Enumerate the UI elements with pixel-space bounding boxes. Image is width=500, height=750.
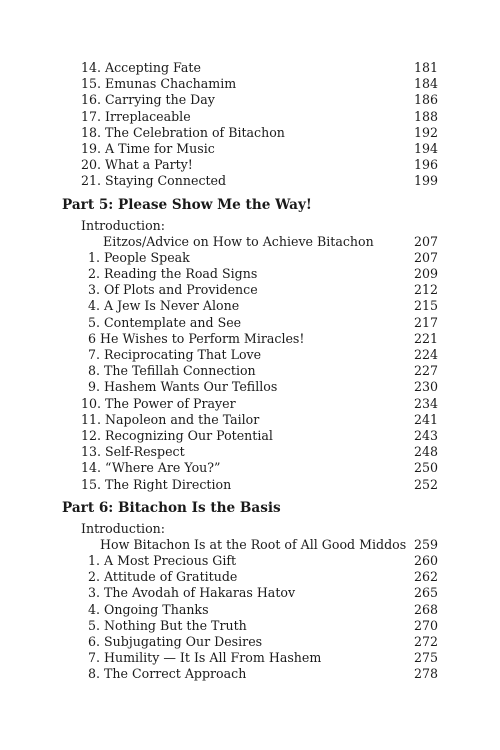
toc-entry	[0, 315, 500, 331]
entry-title: Eitzos/Advice on How to Achieve Bitachon	[103, 233, 374, 249]
part-6-entries	[0, 553, 500, 683]
entry-title: 4. A Jew Is Never Alone	[88, 298, 240, 314]
entry-page: 259	[413, 536, 438, 552]
part-6-introduction-label: Introduction:	[81, 520, 165, 536]
toc-entry	[0, 444, 500, 460]
entry-title: 3. The Avodah of Hakaras Hatov	[88, 585, 296, 601]
entry-title: 4. Ongoing Thanks	[88, 601, 209, 617]
toc-entry	[0, 666, 500, 682]
toc-entry	[0, 92, 500, 108]
toc-entry	[0, 109, 500, 125]
entry-title: 7. Humility — It Is All From Hashem	[88, 650, 322, 666]
toc-entry	[0, 379, 500, 395]
entry-page: 252	[413, 476, 438, 492]
entry-title: 20. What a Party!	[81, 157, 193, 173]
part-5-intro-entry	[0, 234, 500, 250]
entry-page: 260	[413, 553, 438, 569]
entry-page: 270	[413, 617, 438, 633]
entry-page: 265	[413, 585, 438, 601]
part-4-entries	[0, 60, 500, 190]
entry-page: 184	[413, 76, 438, 92]
entry-title: 5. Nothing But the Truth	[88, 617, 247, 633]
entry-title: 1. People Speak	[88, 249, 190, 265]
toc-entry	[0, 347, 500, 363]
entry-page: 194	[413, 140, 438, 156]
toc-entry	[0, 412, 500, 428]
toc-entry	[0, 76, 500, 92]
entry-title: 15. The Right Direction	[81, 476, 232, 492]
entry-title: 3. Of Plots and Providence	[88, 282, 258, 298]
part-5-heading: Part 5: Please Show Me the Way!	[62, 196, 312, 213]
entry-title: 2. Reading the Road Signs	[88, 266, 258, 282]
entry-page: 243	[413, 427, 438, 443]
entry-page: 230	[413, 379, 438, 395]
toc-entry	[0, 173, 500, 189]
toc-entry	[0, 60, 500, 76]
entry-page: 272	[413, 634, 438, 649]
toc-entry	[0, 157, 500, 173]
entry-title: 8. The Tefillah Connection	[88, 363, 256, 379]
entry-title: 21. Staying Connected	[81, 173, 227, 189]
entry-page: 199	[413, 173, 438, 189]
entry-title: 8. The Correct Approach	[88, 666, 247, 682]
entry-page: 268	[413, 601, 438, 617]
entry-page: 188	[413, 108, 438, 124]
entry-page: 181	[413, 60, 438, 75]
entry-title: 5. Contemplate and See	[88, 314, 242, 330]
entry-page: 227	[413, 363, 438, 379]
part-5-introduction-label: Introduction:	[81, 217, 165, 233]
entry-page: 234	[413, 395, 438, 411]
entry-page: 262	[413, 569, 438, 585]
toc-entry	[0, 634, 500, 650]
entry-title: 11. Napoleon and the Tailor	[81, 411, 260, 427]
entry-page: 224	[413, 347, 438, 362]
toc-entry	[0, 125, 500, 141]
toc-entry	[0, 477, 500, 493]
toc-entry	[0, 250, 500, 266]
entry-title: 2. Attitude of Gratitude	[88, 569, 238, 585]
entry-page: 196	[413, 157, 438, 173]
entry-page: 221	[413, 330, 438, 346]
entry-title: 15. Emunas Chachamim	[81, 76, 237, 92]
toc-entry	[0, 460, 500, 476]
entry-title: 12. Recognizing Our Potential	[81, 427, 273, 443]
entry-page: 192	[413, 124, 438, 140]
toc-entry	[0, 396, 500, 412]
entry-title: 9. Hashem Wants Our Tefillos	[88, 379, 278, 395]
toc-entry	[0, 298, 500, 314]
toc-entry	[0, 363, 500, 379]
entry-page: 248	[413, 444, 438, 460]
entry-page: 278	[413, 666, 438, 682]
entry-title: 16. Carrying the Day	[81, 92, 215, 108]
entry-title: 1. A Most Precious Gift	[88, 553, 237, 569]
entry-page: 275	[413, 650, 438, 666]
part-6-heading: Part 6: Bitachon Is the Basis	[62, 499, 281, 516]
entry-page: 209	[413, 266, 438, 282]
entry-title: 19. A Time for Music	[81, 140, 215, 156]
entry-page: 212	[413, 282, 438, 298]
toc-entry	[0, 428, 500, 444]
entry-page: 186	[413, 92, 438, 108]
toc-entry	[0, 266, 500, 282]
entry-title: 6. Subjugating Our Desires	[88, 634, 263, 649]
toc-entry	[0, 141, 500, 157]
entry-title: 18. The Celebration of Bitachon	[81, 124, 285, 140]
toc-entry	[0, 650, 500, 666]
entry-title: 14. “Where Are You?”	[81, 460, 221, 476]
part-5-entries	[0, 250, 500, 493]
entry-title: 17. Irreplaceable	[81, 108, 191, 124]
entry-page: 207	[413, 249, 438, 265]
entry-title: 10. The Power of Prayer	[81, 395, 236, 411]
entry-page: 241	[413, 411, 438, 427]
entry-page: 250	[413, 460, 438, 476]
entry-page: 215	[413, 298, 438, 314]
entry-title: How Bitachon Is at the Root of All Good Middos	[100, 536, 407, 552]
toc-entry	[0, 282, 500, 298]
entry-title: 13. Self-Respect	[81, 444, 185, 460]
toc-entry	[0, 569, 500, 585]
entry-title: 6 He Wishes to Perform Miracles!	[88, 330, 305, 346]
toc-entry	[0, 602, 500, 618]
entry-page: 217	[413, 314, 438, 330]
entry-title: 14. Accepting Fate	[81, 60, 201, 75]
toc-entry	[0, 585, 500, 601]
toc-entry	[0, 553, 500, 569]
table-of-contents	[0, 60, 500, 683]
part-6-intro-entry	[0, 537, 500, 553]
entry-title: 7. Reciprocating That Love	[88, 347, 262, 362]
toc-entry	[0, 331, 500, 347]
toc-entry	[0, 618, 500, 634]
entry-page: 207	[413, 233, 438, 249]
